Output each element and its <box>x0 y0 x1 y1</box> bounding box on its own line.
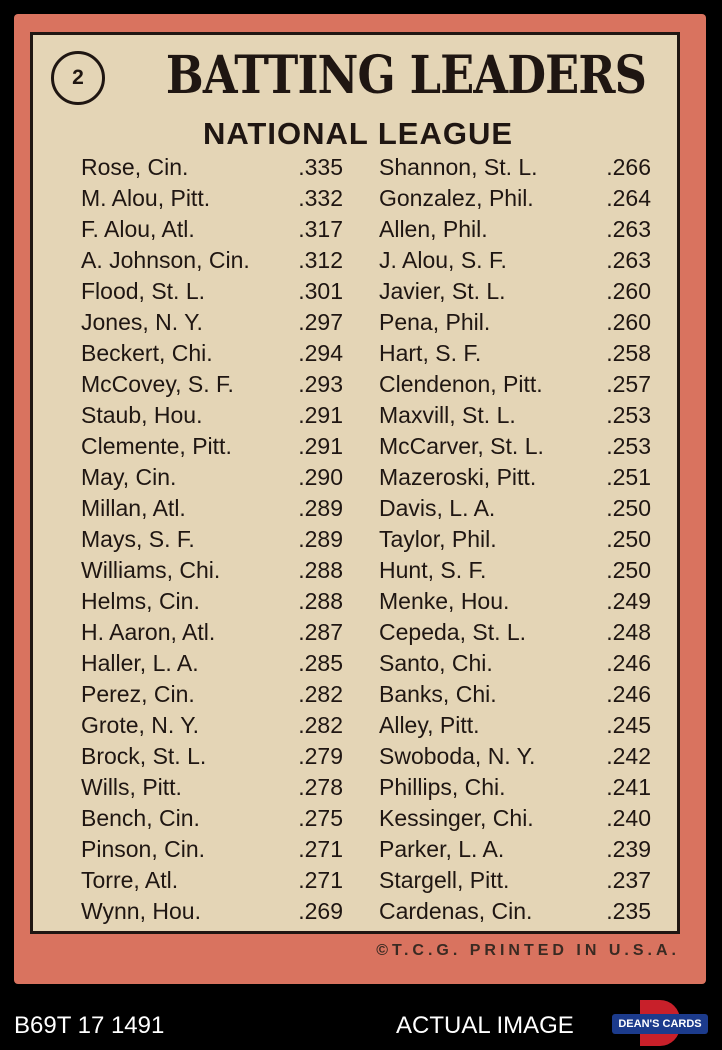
card-back-panel <box>30 32 680 934</box>
batting-average: .260 <box>606 278 651 304</box>
copyright-line: ©T.C.G. PRINTED IN U.S.A. <box>376 942 680 959</box>
player-name: Menke, Hou. <box>379 588 510 614</box>
player-name: Stargell, Pitt. <box>379 867 510 893</box>
leader-row <box>379 462 651 493</box>
batting-average: .251 <box>606 464 651 490</box>
player-name: Hart, S. F. <box>379 340 482 366</box>
batting-average: .275 <box>298 805 343 831</box>
batting-average: .239 <box>606 836 651 862</box>
leader-row <box>81 772 343 803</box>
player-name: Kessinger, Chi. <box>379 805 534 831</box>
batting-average: .245 <box>606 712 651 738</box>
player-name: Allen, Phil. <box>379 216 488 242</box>
player-name: Javier, St. L. <box>379 278 506 304</box>
leader-row <box>379 400 651 431</box>
leader-row <box>379 369 651 400</box>
batting-average: .287 <box>298 619 343 645</box>
batting-average: .242 <box>606 743 651 769</box>
leader-row <box>81 307 343 338</box>
batting-average: .271 <box>298 836 343 862</box>
player-name: Bench, Cin. <box>81 805 200 831</box>
player-name: Phillips, Chi. <box>379 774 506 800</box>
leader-row <box>81 183 343 214</box>
player-name: Davis, L. A. <box>379 495 496 521</box>
batting-average: .288 <box>298 588 343 614</box>
player-name: Staub, Hou. <box>81 402 203 428</box>
leader-row <box>81 896 343 927</box>
leaders-list-left <box>81 152 343 927</box>
player-name: Gonzalez, Phil. <box>379 185 534 211</box>
batting-average: .253 <box>606 433 651 459</box>
player-name: McCovey, S. F. <box>81 371 234 397</box>
batting-average: .271 <box>298 867 343 893</box>
batting-average: .237 <box>606 867 651 893</box>
player-name: Taylor, Phil. <box>379 526 497 552</box>
player-name: Mays, S. F. <box>81 526 195 552</box>
batting-average: .335 <box>298 154 343 180</box>
batting-average: .317 <box>298 216 343 242</box>
player-name: Torre, Atl. <box>81 867 179 893</box>
actual-image-label: ACTUAL IMAGE <box>396 1012 574 1039</box>
player-name: Clemente, Pitt. <box>81 433 232 459</box>
batting-average: .250 <box>606 526 651 552</box>
player-name: Maxvill, St. L. <box>379 402 516 428</box>
leader-row <box>81 369 343 400</box>
leader-row <box>379 276 651 307</box>
leader-row <box>81 648 343 679</box>
leader-row <box>81 338 343 369</box>
player-name: Grote, N. Y. <box>81 712 200 738</box>
batting-average: .250 <box>606 495 651 521</box>
sku-label: B69T 17 1491 <box>14 1012 165 1039</box>
leader-row <box>379 493 651 524</box>
batting-average: .288 <box>298 557 343 583</box>
player-name: A. Johnson, Cin. <box>81 247 250 273</box>
batting-average: .240 <box>606 805 651 831</box>
player-name: Swoboda, N. Y. <box>379 743 536 769</box>
batting-average: .260 <box>606 309 651 335</box>
leader-row <box>379 307 651 338</box>
player-name: Haller, L. A. <box>81 650 199 676</box>
batting-average: .263 <box>606 247 651 273</box>
leader-row <box>379 648 651 679</box>
leader-row <box>81 555 343 586</box>
player-name: Santo, Chi. <box>379 650 493 676</box>
player-name: Brock, St. L. <box>81 743 207 769</box>
logo-text: DEAN'S CARDS <box>612 1014 708 1034</box>
batting-average: .285 <box>298 650 343 676</box>
leader-row <box>379 679 651 710</box>
leader-row <box>379 431 651 462</box>
batting-average: .250 <box>606 557 651 583</box>
player-name: H. Aaron, Atl. <box>81 619 216 645</box>
leader-row <box>81 679 343 710</box>
player-name: Perez, Cin. <box>81 681 195 707</box>
leader-row <box>379 524 651 555</box>
leader-row <box>81 524 343 555</box>
batting-average: .257 <box>606 371 651 397</box>
leader-row <box>81 586 343 617</box>
leader-row <box>81 741 343 772</box>
leader-row <box>379 741 651 772</box>
leader-row <box>81 803 343 834</box>
deans-cards-logo <box>612 1000 708 1046</box>
leader-row <box>81 431 343 462</box>
leader-row <box>379 586 651 617</box>
batting-average: .279 <box>298 743 343 769</box>
batting-average: .258 <box>606 340 651 366</box>
player-name: Parker, L. A. <box>379 836 505 862</box>
player-name: Cardenas, Cin. <box>379 898 533 924</box>
player-name: Wills, Pitt. <box>81 774 182 800</box>
leaders-list-right <box>379 152 651 927</box>
leader-row <box>81 276 343 307</box>
batting-average: .248 <box>606 619 651 645</box>
batting-average: .291 <box>298 402 343 428</box>
batting-average: .301 <box>298 278 343 304</box>
leader-row <box>81 710 343 741</box>
leader-row <box>379 183 651 214</box>
batting-average: .241 <box>606 774 651 800</box>
batting-average: .332 <box>298 185 343 211</box>
player-name: Millan, Atl. <box>81 495 186 521</box>
player-name: Flood, St. L. <box>81 278 206 304</box>
leader-row <box>379 865 651 896</box>
leader-row <box>379 772 651 803</box>
batting-average: .246 <box>606 650 651 676</box>
leader-row <box>81 462 343 493</box>
batting-average: .282 <box>298 712 343 738</box>
player-name: Cepeda, St. L. <box>379 619 527 645</box>
player-name: Banks, Chi. <box>379 681 497 707</box>
player-name: Hunt, S. F. <box>379 557 487 583</box>
batting-average: .294 <box>298 340 343 366</box>
player-name: Helms, Cin. <box>81 588 200 614</box>
leader-row <box>81 493 343 524</box>
player-name: May, Cin. <box>81 464 177 490</box>
leader-row <box>379 834 651 865</box>
player-name: Williams, Chi. <box>81 557 221 583</box>
player-name: Wynn, Hou. <box>81 898 201 924</box>
card-number: 2 <box>51 51 105 105</box>
leader-row <box>81 617 343 648</box>
leader-row <box>81 245 343 276</box>
batting-average: .278 <box>298 774 343 800</box>
batting-average: .282 <box>298 681 343 707</box>
player-name: Jones, N. Y. <box>81 309 203 335</box>
leader-row <box>379 896 651 927</box>
player-name: Mazeroski, Pitt. <box>379 464 537 490</box>
leader-row <box>379 245 651 276</box>
player-name: Beckert, Chi. <box>81 340 213 366</box>
leader-row <box>379 710 651 741</box>
batting-average: .246 <box>606 681 651 707</box>
leader-row <box>81 152 343 183</box>
batting-average: .263 <box>606 216 651 242</box>
player-name: Alley, Pitt. <box>379 712 480 738</box>
player-name: J. Alou, S. F. <box>379 247 507 273</box>
player-name: M. Alou, Pitt. <box>81 185 211 211</box>
card-title: BATTING LEADERS <box>165 45 647 106</box>
leader-row <box>81 865 343 896</box>
batting-average: .289 <box>298 495 343 521</box>
leader-row <box>81 214 343 245</box>
leader-row <box>379 152 651 183</box>
player-name: McCarver, St. L. <box>379 433 544 459</box>
player-name: Clendenon, Pitt. <box>379 371 543 397</box>
card-subtitle: NATIONAL LEAGUE <box>202 116 514 151</box>
player-name: Pena, Phil. <box>379 309 491 335</box>
batting-average: .297 <box>298 309 343 335</box>
batting-average: .312 <box>298 247 343 273</box>
leader-row <box>379 617 651 648</box>
leader-row <box>379 338 651 369</box>
batting-average: .235 <box>606 898 651 924</box>
player-name: Shannon, St. L. <box>379 154 538 180</box>
player-name: F. Alou, Atl. <box>81 216 195 242</box>
batting-average: .291 <box>298 433 343 459</box>
batting-average: .269 <box>298 898 343 924</box>
leader-row <box>81 400 343 431</box>
batting-average: .293 <box>298 371 343 397</box>
leader-row <box>379 803 651 834</box>
leader-row <box>379 555 651 586</box>
batting-average: .249 <box>606 588 651 614</box>
player-name: Pinson, Cin. <box>81 836 206 862</box>
batting-average: .289 <box>298 526 343 552</box>
batting-average: .264 <box>606 185 651 211</box>
batting-average: .290 <box>298 464 343 490</box>
player-name: Rose, Cin. <box>81 154 189 180</box>
batting-average: .253 <box>606 402 651 428</box>
baseball-card <box>14 14 706 984</box>
leader-row <box>81 834 343 865</box>
leader-row <box>379 214 651 245</box>
batting-average: .266 <box>606 154 651 180</box>
